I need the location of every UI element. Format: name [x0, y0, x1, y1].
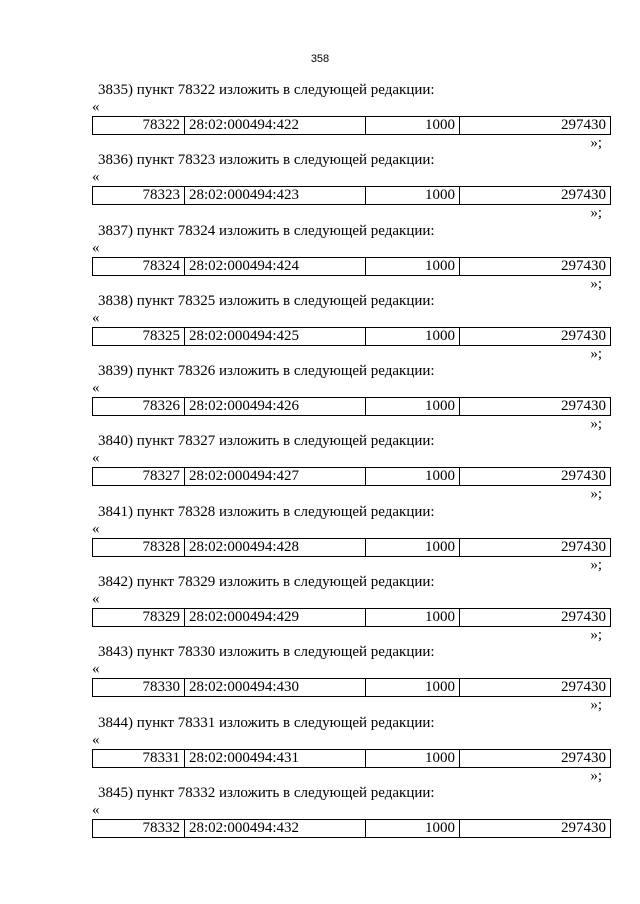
value-cell: 297430: [460, 117, 611, 135]
closing-quote: »;: [590, 345, 602, 362]
cadastral-number-cell: 28:02:000494:428: [185, 538, 366, 556]
amendment-item: [92, 293, 610, 363]
cadastral-number-cell: 28:02:000494:424: [185, 257, 366, 275]
amendment-item: [92, 152, 610, 222]
closing-quote: »;: [590, 697, 602, 714]
value-cell: 297430: [460, 538, 611, 556]
area-cell: 1000: [366, 117, 460, 135]
item-number-cell: 78326: [93, 398, 185, 416]
value-cell: 297430: [460, 327, 611, 345]
cadastral-number-cell: 28:02:000494:422: [185, 117, 366, 135]
amendment-heading: 3844) пункт 78331 изложить в следующей редакции:: [98, 714, 435, 731]
opening-quote: «: [92, 99, 100, 115]
opening-quote: «: [92, 450, 100, 467]
amendment-heading: 3843) пункт 78330 изложить в следующей редакции:: [98, 644, 435, 661]
opening-quote: «: [92, 801, 100, 818]
area-cell: 1000: [366, 538, 460, 556]
amendment-item: [92, 644, 610, 714]
cadastral-number-cell: 28:02:000494:432: [185, 819, 366, 837]
amendment-heading: 3838) пункт 78325 изложить в следующей редакции:: [98, 292, 435, 309]
item-number-cell: 78330: [93, 679, 185, 697]
area-cell: 1000: [366, 187, 460, 205]
amendment-item: [92, 433, 610, 503]
amendment-heading: 3840) пункт 78327 изложить в следующей редакции:: [98, 433, 435, 450]
item-number-cell: 78328: [93, 538, 185, 556]
page-number: 358: [310, 53, 330, 65]
value-cell: 297430: [460, 749, 611, 767]
closing-quote: »;: [590, 275, 602, 292]
area-cell: 1000: [366, 679, 460, 697]
value-cell: 297430: [460, 187, 611, 205]
area-cell: 1000: [366, 819, 460, 837]
closing-quote: »;: [590, 556, 602, 573]
item-number-cell: 78324: [93, 257, 185, 275]
table-row: [92, 257, 611, 276]
amendment-item: [92, 82, 610, 152]
value-cell: 297430: [460, 819, 611, 837]
amendment-item: [92, 715, 610, 785]
closing-quote: »;: [590, 135, 602, 151]
area-cell: 1000: [366, 468, 460, 486]
amendment-heading: 3841) пункт 78328 изложить в следующей редакции:: [98, 503, 435, 520]
value-cell: 297430: [460, 398, 611, 416]
closing-quote: »;: [590, 486, 602, 503]
table-row: [92, 608, 611, 627]
area-cell: 1000: [366, 749, 460, 767]
area-cell: 1000: [366, 257, 460, 275]
value-cell: 297430: [460, 257, 611, 275]
table-row: [92, 467, 611, 486]
amendment-item: [92, 504, 610, 574]
amendment-item: [92, 574, 610, 644]
item-number-cell: 78329: [93, 609, 185, 627]
value-cell: 297430: [460, 468, 611, 486]
table-row: [92, 116, 611, 135]
closing-quote: »;: [590, 627, 602, 644]
table-row: [92, 678, 611, 697]
amendment-heading: 3845) пункт 78332 изложить в следующей редакции:: [98, 784, 435, 801]
item-number-cell: 78327: [93, 468, 185, 486]
opening-quote: «: [92, 239, 100, 256]
cadastral-number-cell: 28:02:000494:423: [185, 187, 366, 205]
cadastral-number-cell: 28:02:000494:426: [185, 398, 366, 416]
cadastral-number-cell: 28:02:000494:431: [185, 749, 366, 767]
table-row: [92, 819, 611, 838]
closing-quote: »;: [590, 205, 602, 222]
item-number-cell: 78331: [93, 749, 185, 767]
value-cell: 297430: [460, 609, 611, 627]
amendment-item: [92, 223, 610, 293]
table-row: [92, 749, 611, 768]
amendment-heading: 3837) пункт 78324 изложить в следующей редакции:: [98, 222, 435, 239]
amendment-heading: 3842) пункт 78329 изложить в следующей редакции:: [98, 574, 435, 591]
opening-quote: «: [92, 309, 100, 326]
amendment-item: [92, 785, 610, 855]
table-row: [92, 327, 611, 346]
cadastral-number-cell: 28:02:000494:427: [185, 468, 366, 486]
opening-quote: «: [92, 380, 100, 397]
item-number-cell: 78325: [93, 327, 185, 345]
area-cell: 1000: [366, 327, 460, 345]
table-row: [92, 186, 611, 205]
amendment-item: [92, 363, 610, 433]
cadastral-number-cell: 28:02:000494:429: [185, 609, 366, 627]
amendment-heading: 3836) пункт 78323 изложить в следующей редакции:: [98, 152, 435, 169]
opening-quote: «: [92, 731, 100, 748]
opening-quote: «: [92, 661, 100, 678]
cadastral-number-cell: 28:02:000494:430: [185, 679, 366, 697]
document-body: [92, 82, 610, 855]
opening-quote: «: [92, 520, 100, 537]
item-number-cell: 78332: [93, 819, 185, 837]
item-number-cell: 78322: [93, 117, 185, 135]
opening-quote: «: [92, 169, 100, 186]
closing-quote: »;: [590, 416, 602, 433]
opening-quote: «: [92, 591, 100, 608]
area-cell: 1000: [366, 398, 460, 416]
value-cell: 297430: [460, 679, 611, 697]
item-number-cell: 78323: [93, 187, 185, 205]
area-cell: 1000: [366, 609, 460, 627]
closing-quote: »;: [590, 767, 602, 784]
table-row: [92, 538, 611, 557]
table-row: [92, 397, 611, 416]
amendment-heading: 3839) пункт 78326 изложить в следующей редакции:: [98, 363, 435, 380]
cadastral-number-cell: 28:02:000494:425: [185, 327, 366, 345]
amendment-heading: 3835) пункт 78322 изложить в следующей редакции:: [98, 82, 435, 98]
